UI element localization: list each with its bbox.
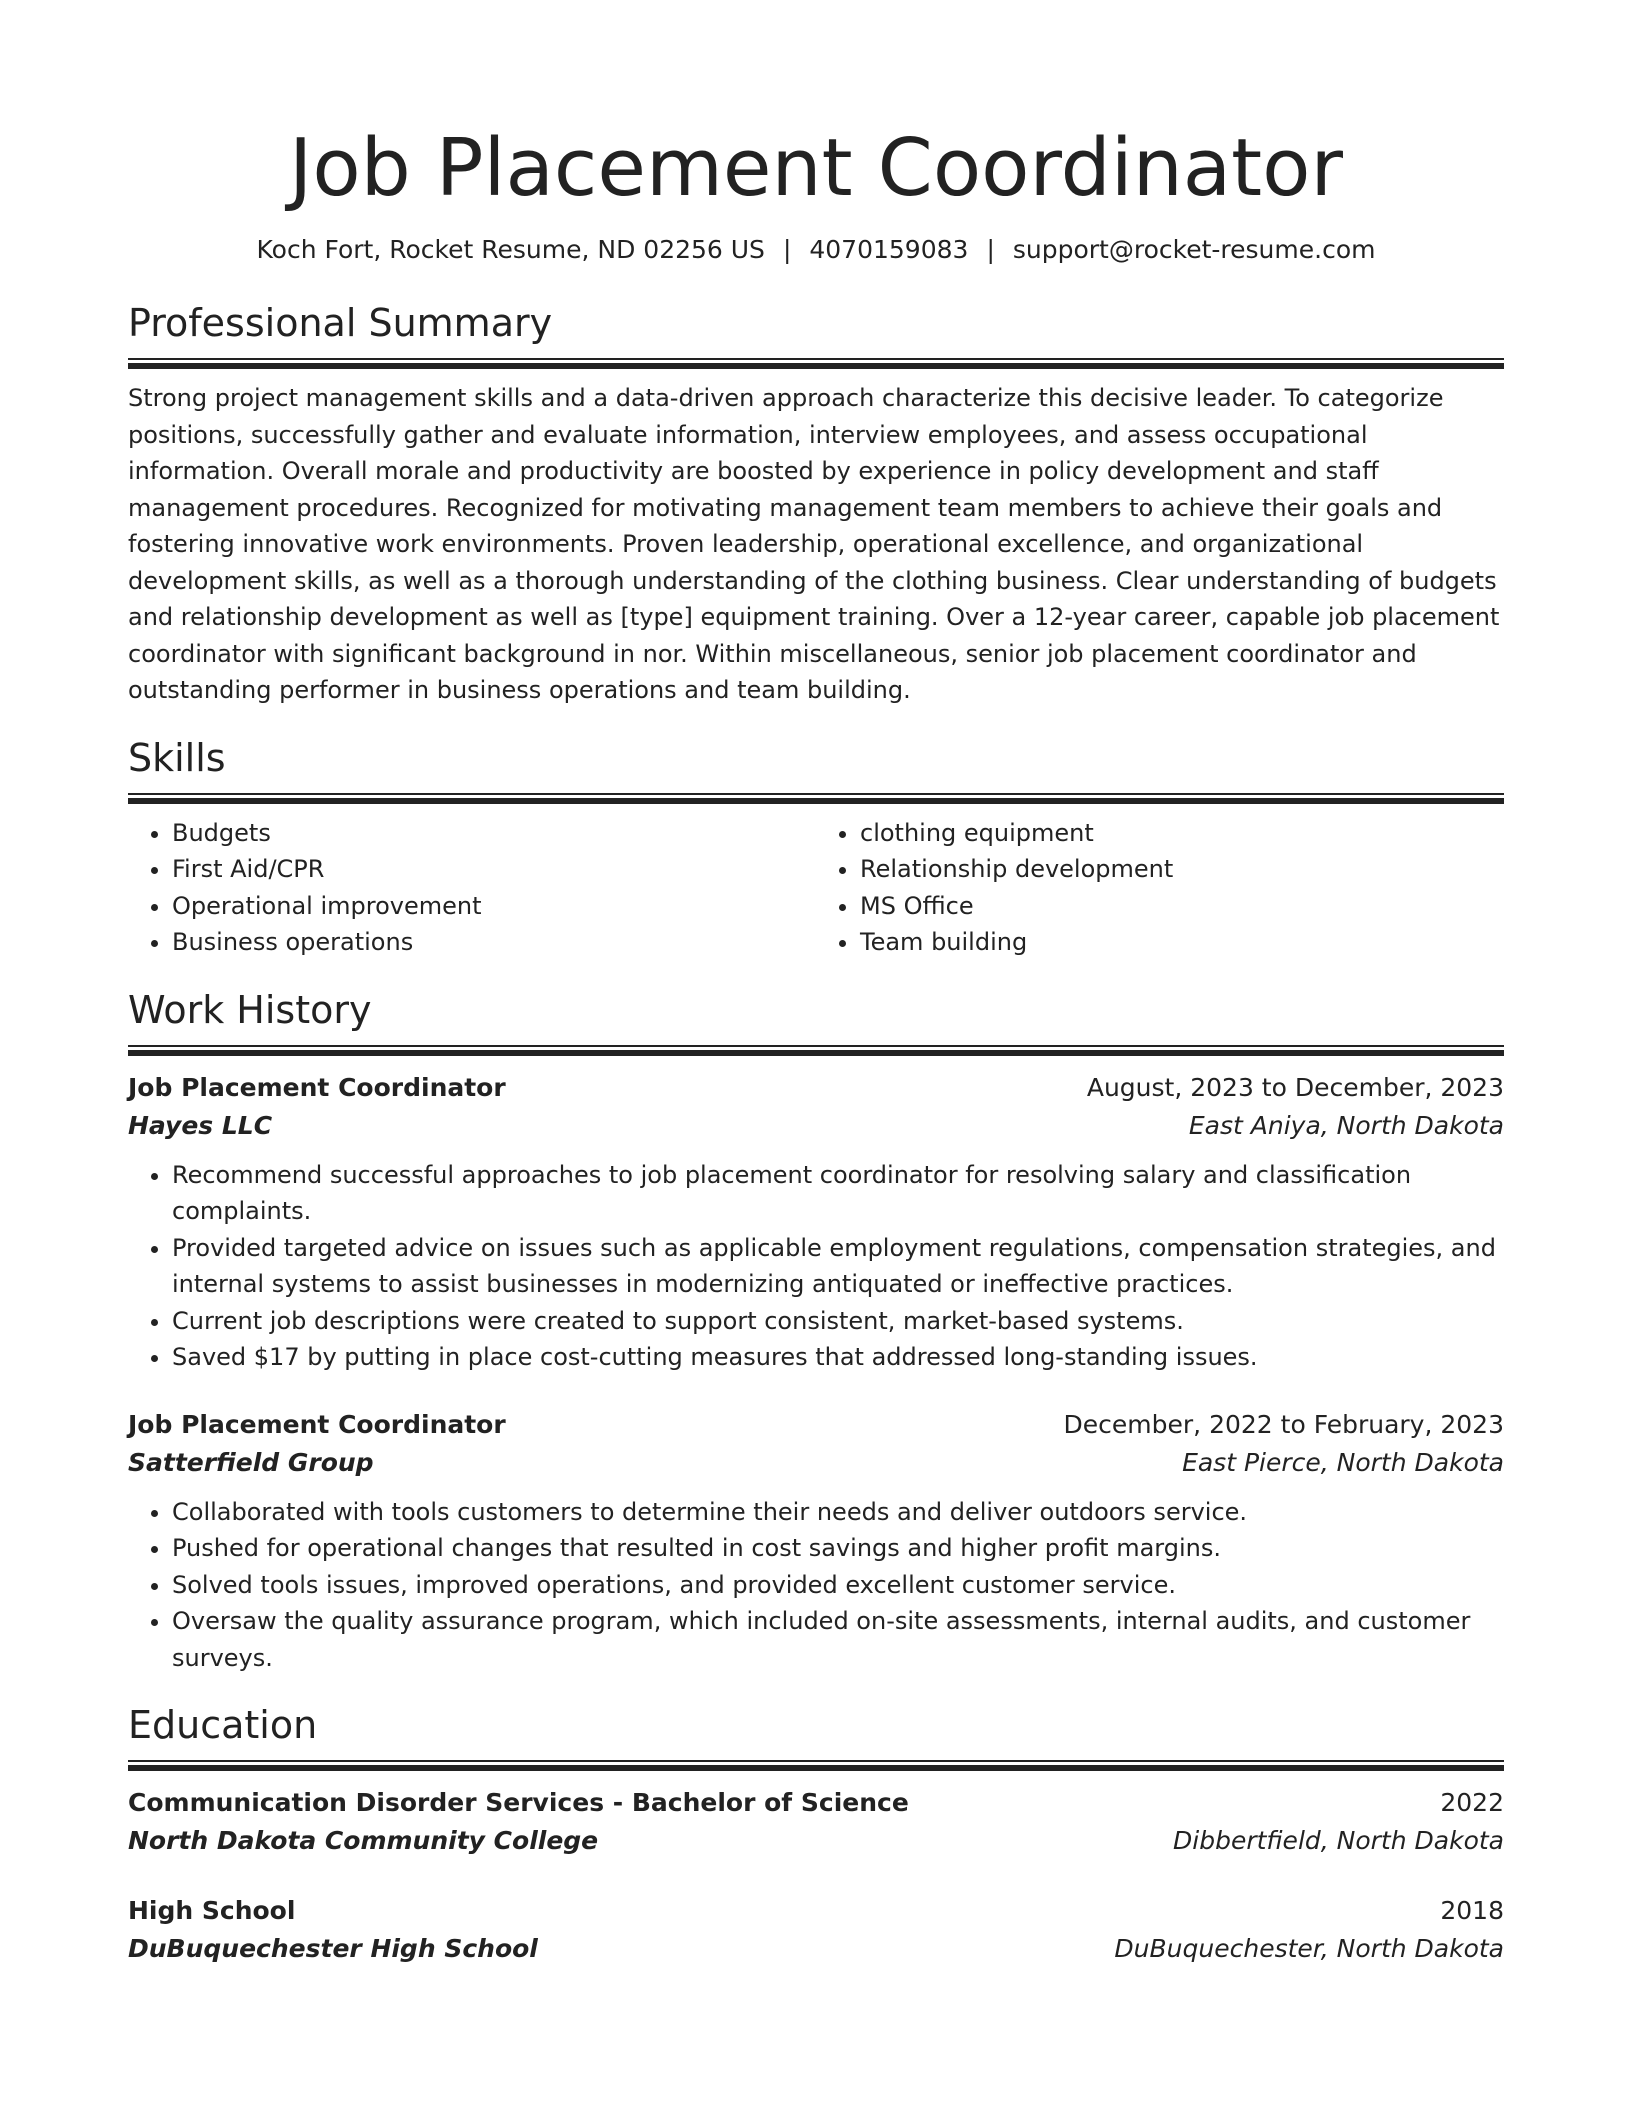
skill-item: • Relationship development xyxy=(860,851,1504,888)
skills-list xyxy=(128,815,1504,961)
job-title: Job Placement Coordinator xyxy=(128,1072,506,1102)
job-title: Job Placement Coordinator xyxy=(128,1409,506,1439)
education-section xyxy=(128,1700,1504,1968)
job-dates: December, 2022 to February, 2023 xyxy=(1063,1409,1504,1439)
job-bullet: • Provided targeted advice on issues such as applicable employment regulations, compensation strategies, and internal systems to assist businesses in modernizing antiquated or ineffective practices. xyxy=(172,1230,1504,1303)
education-year: 2018 xyxy=(1440,1896,1504,1925)
job-entry xyxy=(128,1406,1504,1677)
job-subheader xyxy=(128,1107,1504,1145)
contact-email: support@rocket-resume.com xyxy=(1012,235,1376,264)
job-bullets xyxy=(128,1157,1504,1376)
section-title-skills: Skills xyxy=(128,735,226,780)
skills-column-left xyxy=(128,815,816,961)
job-company: Hayes LLC xyxy=(128,1110,273,1140)
job-bullet: • Collaborated with tools customers to determine their needs and deliver outdoors service. xyxy=(172,1494,1504,1531)
education-degree: High School xyxy=(128,1896,296,1925)
contact-phone: 4070159083 xyxy=(809,235,969,264)
education-year: 2022 xyxy=(1440,1788,1504,1817)
education-subheader xyxy=(128,1822,1504,1860)
job-header xyxy=(128,1406,1504,1444)
skills-section xyxy=(128,733,1504,961)
education-location: DuBuquechester, North Dakota xyxy=(1114,1934,1504,1963)
resume-page xyxy=(128,0,1504,1968)
job-location: East Aniya, North Dakota xyxy=(1188,1110,1504,1140)
skill-item: • Business operations xyxy=(172,924,816,961)
job-subheader xyxy=(128,1444,1504,1482)
summary-section xyxy=(128,298,1504,709)
job-bullet: • Current job descriptions were created to support consistent, market-based systems. xyxy=(172,1303,1504,1340)
education-degree: Communication Disorder Services - Bachelor of Science xyxy=(128,1788,909,1817)
skill-item: • First Aid/CPR xyxy=(172,851,816,888)
education-school: North Dakota Community College xyxy=(128,1826,599,1855)
section-divider xyxy=(128,1760,1504,1770)
education-header xyxy=(128,1784,1504,1822)
contact-separator: | xyxy=(782,235,792,264)
contact-separator: | xyxy=(986,235,995,264)
job-bullet: • Solved tools issues, improved operations, and provided excellent customer service. xyxy=(172,1567,1504,1604)
education-subheader xyxy=(128,1930,1504,1968)
job-entry xyxy=(128,1069,1504,1376)
skill-item: • Team building xyxy=(860,924,1504,961)
job-bullet: • Saved $17 by putting in place cost-cutting measures that addressed long-standing issues. xyxy=(172,1339,1504,1376)
education-entry xyxy=(128,1784,1504,1860)
summary-text: Strong project management skills and a data-driven approach characterize this decisive leader. To categorize positions, successfully gather and evaluate information, interview employees, and assess occupational information. Overall morale and productivity are boosted by experience in policy development and staff management procedures. Recognized for motivating management team members to achieve their goals and fostering innovative work environments. Proven leadership, operational excellence, and organizational development skills, as well as a thorough understanding of the clothing business. Clear understanding of budgets and relationship development as well as [type] equipment training. Over a 12-year career, capable job placement coordinator with significant background in nor. Within miscellaneous, senior job placement coordinator and outstanding performer in business operations and team building. xyxy=(128,384,1500,704)
resume-name: Job Placement Coordinator xyxy=(289,122,1343,214)
job-bullet: • Oversaw the quality assurance program, which included on-site assessments, internal audits, and customer surveys. xyxy=(172,1603,1504,1676)
education-school: DuBuquechester High School xyxy=(128,1934,538,1963)
job-bullet: • Recommend successful approaches to job placement coordinator for resolving salary and classification complaints. xyxy=(172,1157,1504,1230)
skill-item: • Operational improvement xyxy=(172,888,816,925)
education-entry xyxy=(128,1892,1504,1968)
section-divider xyxy=(128,1045,1504,1055)
job-bullet: • Pushed for operational changes that resulted in cost savings and higher profit margins. xyxy=(172,1530,1504,1567)
work-section xyxy=(128,985,1504,1677)
education-header xyxy=(128,1892,1504,1930)
job-bullets xyxy=(128,1494,1504,1677)
contact-address: Koch Fort, Rocket Resume, ND 02256 US xyxy=(256,235,765,264)
contact-line xyxy=(128,232,1504,268)
skill-item: • Budgets xyxy=(172,815,816,852)
education-location: Dibbertfield, North Dakota xyxy=(1173,1826,1504,1855)
skills-column-right xyxy=(816,815,1504,961)
skill-item: • clothing equipment xyxy=(860,815,1504,852)
section-title-summary: Professional Summary xyxy=(128,301,553,345)
job-location: East Pierce, North Dakota xyxy=(1182,1447,1504,1477)
skill-item: • MS Office xyxy=(860,888,1504,925)
section-title-education: Education xyxy=(128,1703,318,1747)
section-title-work: Work History xyxy=(128,987,372,1032)
section-divider xyxy=(128,793,1504,803)
job-dates: August, 2023 to December, 2023 xyxy=(1086,1072,1504,1102)
job-company: Satterfield Group xyxy=(128,1447,374,1477)
job-header xyxy=(128,1069,1504,1107)
section-divider xyxy=(128,358,1504,368)
